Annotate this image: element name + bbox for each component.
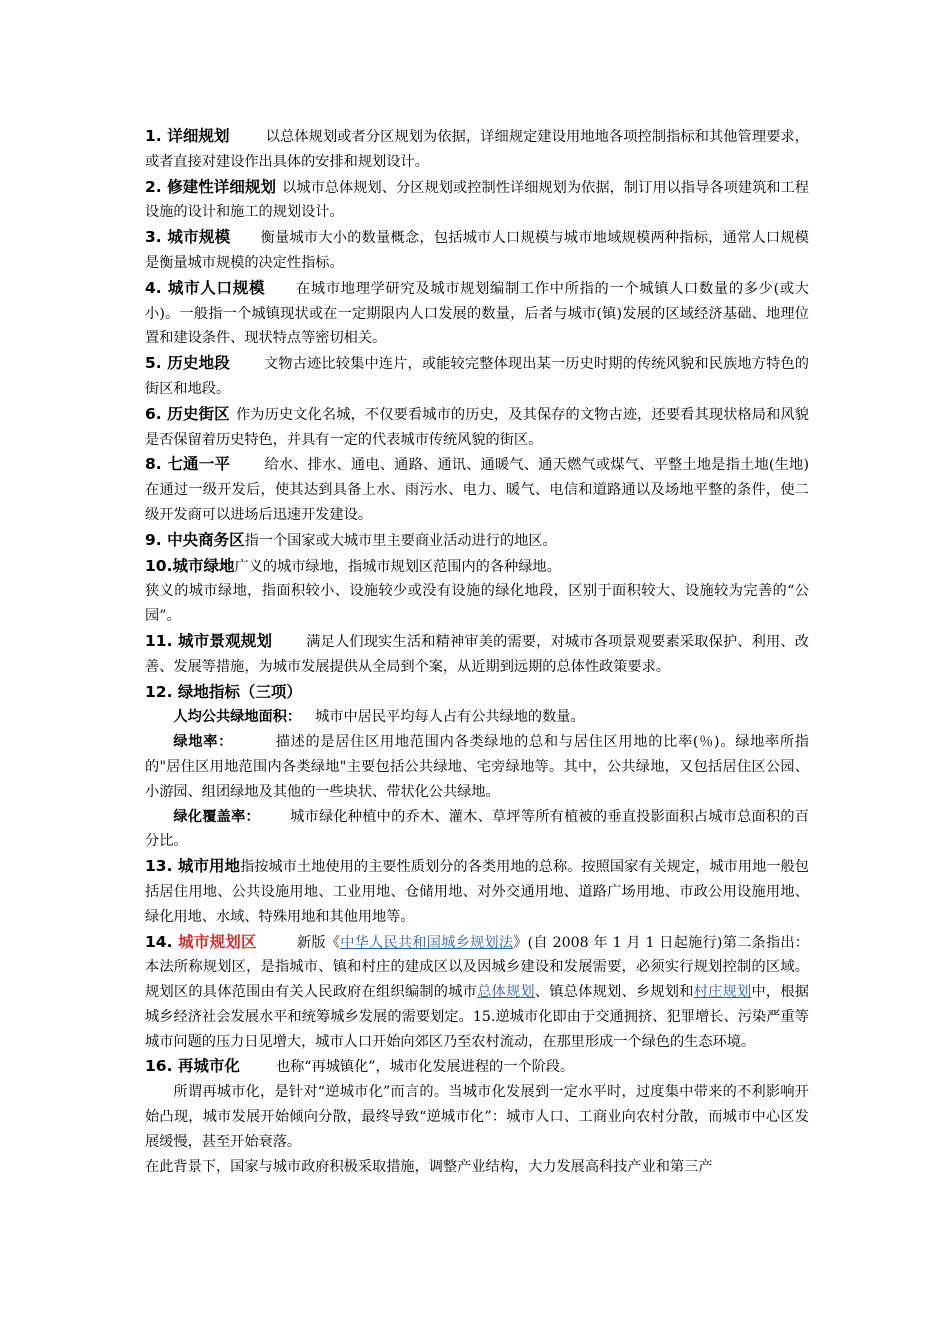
entry-13 bbox=[145, 854, 809, 929]
entry-term: 13. 城市用地 bbox=[145, 857, 241, 876]
document-body bbox=[145, 124, 809, 1179]
entry-6 bbox=[145, 402, 809, 453]
entry-term: 12. 绿地指标（三项） bbox=[145, 682, 302, 701]
entry-2 bbox=[145, 175, 809, 226]
entry-text: 也称“再城镇化”，城市化发展进程的一个阶段。 bbox=[275, 1059, 575, 1076]
entry-term: 8. 七通一平 bbox=[145, 455, 231, 474]
entry-text: 在城市地理学研究及城市规划编制工作中所指的一个城镇人口数量的多少(或大小)。一般指一个城镇现状或在一定期限内人口发展的数量，后者与城市(镇)发展的区域经济基础、地理位置和建设条件、现状特点等密切相关。 bbox=[145, 280, 809, 347]
entry-5 bbox=[145, 351, 809, 402]
entry-14: 14. 城市规划区 新版《中华人民共和国城乡规划法》(自 2008 年 1 月 1 日起施行)第二条指出：本法所称规划区，是指城市、镇和村庄的建成区以及因城乡建设和发展需要，必须实行规划控制的区域。规划区的具体范围由有关人民政府在组织编制的城市总体规划、镇总体规划、乡规划和村庄规划中，根据城乡经济社会发展水平和统筹城乡发展的需要划定。15.逆城市化即由于交通拥挤、犯罪增长、污染严重等城市问题的压力日见增大，城市人口开始向郊区乃至农村流动，在那里形成一个绿色的生态环境。 bbox=[145, 932, 809, 1050]
entry-term: 2. 修建性详细规划 bbox=[145, 177, 277, 196]
entry-term: 16. 再城市化 bbox=[145, 1057, 240, 1076]
sub-text: 城市绿化种植中的乔木、灌木、草坪等所有植被的垂直投影面积占城市总面积的百分比。 bbox=[145, 808, 809, 850]
entry-10-narrow: 狭义的城市绿地，指面积较小、设施较少或没有设施的绿化地段，区别于面积较大、设施较为完善的“公园”。 bbox=[145, 583, 809, 625]
entry-text: 以城市总体规划、分区规划或控制性详细规划为依据，制订用以指导各项建筑和工程设施的设计和施工的规划设计。 bbox=[145, 179, 809, 221]
urban-rural-planning-law-link[interactable]: 中华人民共和国城乡规划法 bbox=[340, 934, 514, 951]
entry-term: 9. 中央商务区 bbox=[145, 530, 245, 549]
green-space-ratio bbox=[145, 730, 809, 804]
entry-4 bbox=[145, 276, 809, 351]
village-plan-link[interactable]: 村庄规划 bbox=[693, 984, 752, 1001]
entry-9 bbox=[145, 528, 809, 554]
sub-label: 绿化覆盖率： bbox=[173, 808, 260, 825]
entry-16-para-2: 所谓再城市化，是针对“逆城市化”而言的。当城市化发展到一定水平时，过度集中带来的不利影响开始凸现，城市发展开始倾向分散，最终导致“逆城市化”：城市人口、工商业向农村分散，而城市中心区发展缓慢，甚至开始衰落。 bbox=[145, 1084, 809, 1150]
green-coverage-ratio bbox=[145, 805, 809, 855]
entry-1 bbox=[145, 124, 809, 175]
entry-text: 文物古迹比较集中连片，或能较完整体现出某一历史时期的传统风貌和民族地方特色的街区和地段。 bbox=[145, 356, 809, 397]
entry-text: 指按城市土地使用的主要性质划分的各类用地的总称。按照国家有关规定，城市用地一般包括居住用地、公共设施用地、工业用地、仓储用地、对外交通用地、道路广场用地、市政公用设施用地、绿化用地、水域、特殊用地和其他用地等。 bbox=[145, 859, 809, 925]
sub-label: 绿地率： bbox=[173, 734, 233, 751]
entry-text: 衡量城市大小的数量概念，包括城市人口规模与城市地域规模两种指标，通常人口规模是衡量城市规模的决定性指标。 bbox=[145, 230, 809, 271]
master-plan-link[interactable]: 总体规划 bbox=[477, 984, 535, 1001]
entry-term: 4. 城市人口规模 bbox=[145, 278, 266, 297]
entry-text: 广义的城市绿地，指城市规划区范围内的各种绿地。 bbox=[234, 558, 561, 575]
entry-16 bbox=[145, 1054, 809, 1080]
entry-text: 满足人们现实生活和精神审美的需要，对城市各项景观要素采取保护、利用、改善、发展等措施，为城市发展提供从全局到个案，从近期到远期的总体性政策要求。 bbox=[145, 633, 809, 675]
entry-8 bbox=[145, 452, 809, 527]
entry-term: 5. 历史地段 bbox=[145, 354, 230, 373]
entry-12 bbox=[145, 680, 809, 706]
entry-term: 6. 历史街区 bbox=[145, 404, 230, 423]
entry-term: 1. 详细规划 bbox=[145, 127, 230, 145]
sub-text: 描述的是居住区用地范围内各类绿地的总和与居住区用地的比率(％)。绿地率所指的"居住区用地范围内各类绿地"主要包括公共绿地、宅旁绿地等。其中，公共绿地，又包括居住区公园、小游园、组团绿地及其他的一些块状、带状化公共绿地。 bbox=[145, 734, 809, 800]
entry-text: 指一个国家或大城市里主要商业活动进行的地区。 bbox=[244, 532, 557, 549]
entry-text: 以总体规划或者分区规划为依据，详细规定建设用地地各项控制指标和其他管理要求，或者直接对建设作出具体的安排和规划设计。 bbox=[145, 129, 809, 170]
entry-11 bbox=[145, 629, 809, 680]
entry-3 bbox=[145, 225, 809, 276]
entry-term: 3. 城市规模 bbox=[145, 228, 231, 247]
entry-term: 11. 城市景观规划 bbox=[145, 631, 273, 650]
entry-term: 14. 城市规划区 bbox=[145, 932, 257, 951]
entry-term: 10.城市绿地 bbox=[145, 556, 235, 575]
sub-label: 人均公共绿地面积： bbox=[173, 709, 302, 726]
green-space-per-capita bbox=[145, 705, 809, 730]
entry-16-para-3: 在此背景下，国家与城市政府积极采取措施，调整产业结构，大力发展高科技产业和第三产 bbox=[145, 1158, 713, 1175]
entry-text: 作为历史文化名城，不仅要看城市的历史，及其保存的文物古迹，还要看其现状格局和风貌是否保留着历史特色，并具有一定的代表城市传统风貌的街区。 bbox=[145, 406, 809, 448]
sub-text: 城市中居民平均每人占有公共绿地的数量。 bbox=[315, 709, 585, 726]
entry-10 bbox=[145, 554, 809, 580]
entry-text: 给水、排水、通电、通路、通讯、通暖气、通天燃气或煤气、平整土地是指土地(生地)在通过一级开发后，使其达到具备上水、雨污水、电力、暖气、电信和道路通以及场地平整的条件，使二级开发商可以进场后迅速开发建设。 bbox=[145, 457, 809, 523]
